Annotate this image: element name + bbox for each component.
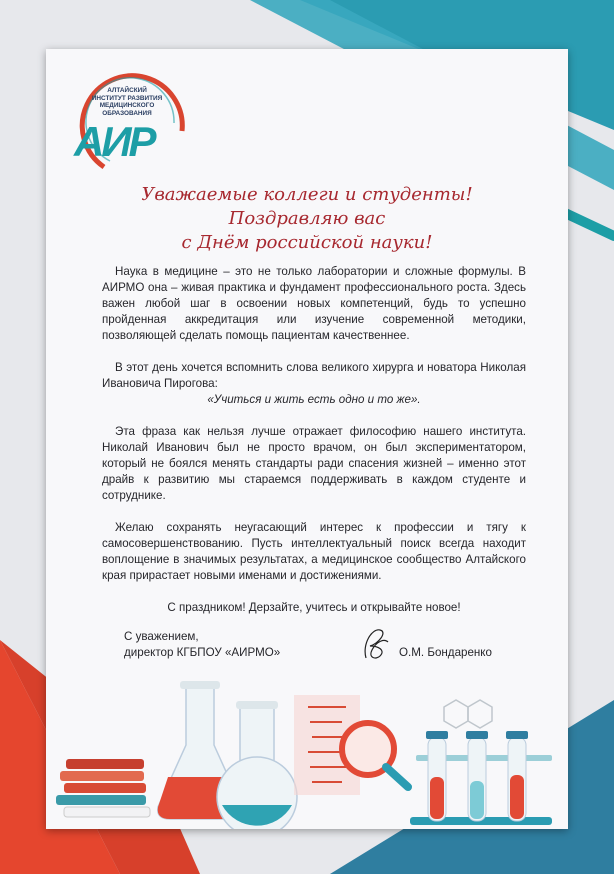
logo-mark: АИР <box>74 118 154 165</box>
logo-text: АЛТАЙСКИЙ ИНСТИТУТ РАЗВИТИЯ МЕДИЦИНСКОГО ОБРАЗОВАНИЯ <box>91 87 163 117</box>
headline-line-1: Уважаемые коллеги и студенты! <box>141 184 473 205</box>
greeting-headline <box>46 183 568 255</box>
book-stack <box>56 759 150 817</box>
handwritten-signature <box>358 624 392 662</box>
signature-block <box>124 629 280 661</box>
paragraph-2: В этот день хочется вспомнить слова великого хирурга и новатора Николая Ивановича Пирогова: <box>102 361 526 390</box>
institute-logo <box>64 61 188 173</box>
director-position: директор КГБПОУ «АИРМО» <box>124 646 281 659</box>
letter-body <box>102 264 526 630</box>
headline-line-3: с Днём российской науки! <box>181 232 433 253</box>
headline-line-2: Поздравляю вас <box>228 208 386 229</box>
lab-illustration <box>46 667 568 829</box>
pirogov-quote: «Учиться и жить есть одно и то же». <box>207 393 421 406</box>
paragraph-3: Эта фраза как нельзя лучше отражает философию нашего института. Николай Иванович был не просто врачом, он был экспериментатором, который не боялся менять стандарты ради спасения жизней – именно этот драйв к развитию мы стараемся поддерживать в каждом студенте и сотруднике. <box>102 425 526 502</box>
molecule-icon <box>444 700 492 728</box>
paragraph-4: Желаю сохранять неугасающий интерес к профессии и тягу к самосовершенствованию. Пусть интеллектуальный поиск всегда находит воплощение в значимых результатах, а медицинское сообщество Алтайского края прирастает новыми именами и достижениями. <box>102 521 526 582</box>
regards-text: С уважением, <box>124 630 199 643</box>
signatory-name: О.М. Бондаренко <box>399 646 492 659</box>
test-tube-rack <box>410 731 552 825</box>
flask-round <box>217 701 297 829</box>
closing-line: С праздником! Дерзайте, учитесь и открывайте новое! <box>167 601 461 614</box>
letter-sheet <box>46 49 568 829</box>
paragraph-1: Наука в медицине – это не только лаборатории и сложные формулы. В АИРМО она – живая практика и фундамент профессионального роста. Здесь важен любой шаг в освоении новых компетенций, будь то успешно пройденная аккредитация или изучение современной методики, позволяющей сделать помощь пациентам качественнее. <box>102 265 526 342</box>
